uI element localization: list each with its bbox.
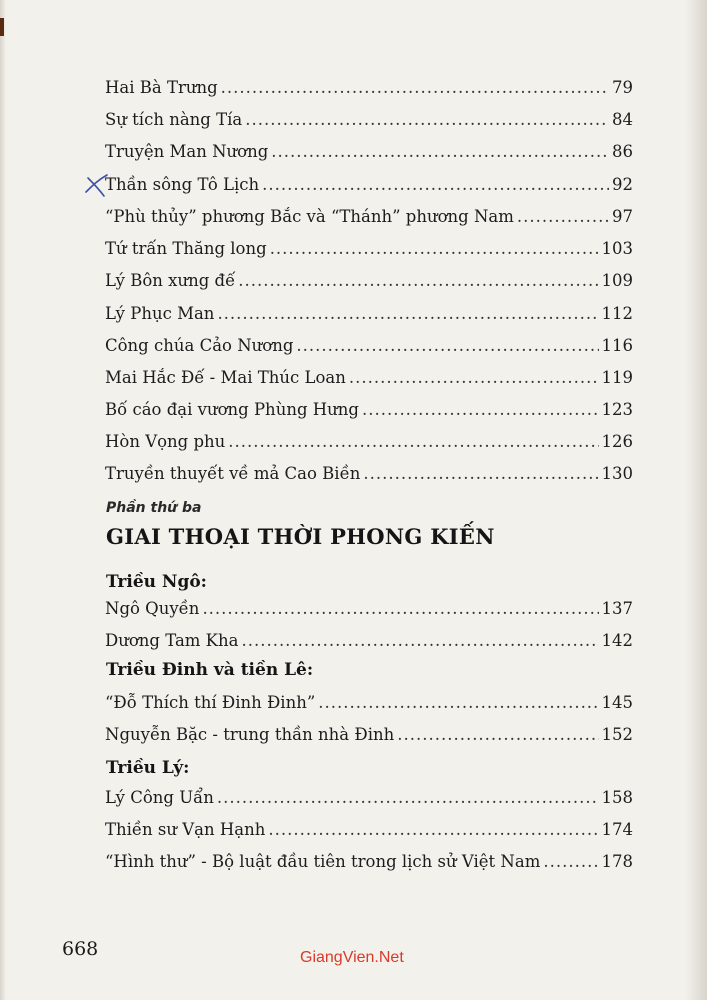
toc-entry-title: Lý Công Uẩn bbox=[105, 788, 214, 807]
toc-page-number: 123 bbox=[601, 400, 633, 419]
part-title: GIAI THOẠI THỜI PHONG KIẾN bbox=[106, 524, 495, 549]
toc-row bbox=[105, 629, 633, 653]
toc-entry-title: Ngô Quyền bbox=[105, 599, 200, 618]
toc-row bbox=[105, 237, 633, 261]
spine-mark bbox=[0, 18, 4, 36]
toc-row bbox=[105, 173, 633, 197]
leader-dots bbox=[268, 818, 598, 842]
toc-entry-title: Thần sông Tô Lịch bbox=[105, 175, 260, 194]
toc-page-number: 145 bbox=[601, 693, 633, 712]
toc-row bbox=[105, 269, 633, 293]
toc-page-number: 178 bbox=[601, 852, 633, 871]
leader-dots bbox=[241, 629, 598, 653]
page-left-edge bbox=[0, 0, 6, 1000]
toc-page-number: 137 bbox=[601, 599, 633, 618]
toc-row bbox=[105, 462, 633, 486]
toc-page-number: 130 bbox=[601, 464, 633, 483]
toc-entry-title: Hai Bà Trưng bbox=[105, 78, 218, 97]
toc-page-number: 158 bbox=[601, 788, 633, 807]
toc-entry-title: Tứ trấn Thăng long bbox=[105, 239, 267, 258]
leader-dots bbox=[217, 786, 599, 810]
toc-page-number: 97 bbox=[612, 207, 633, 226]
leader-dots bbox=[217, 302, 598, 326]
toc-row bbox=[105, 723, 633, 747]
leader-dots bbox=[543, 850, 598, 874]
leader-dots bbox=[296, 334, 598, 358]
toc-entry-title: Hòn Vọng phu bbox=[105, 432, 226, 451]
toc-entry-title: Dương Tam Kha bbox=[105, 631, 239, 650]
toc-page-number: 109 bbox=[601, 271, 633, 290]
page-number: 668 bbox=[62, 938, 99, 960]
leader-dots bbox=[318, 691, 598, 715]
toc-page-number: 86 bbox=[612, 142, 633, 161]
toc-page-number: 152 bbox=[601, 725, 633, 744]
toc-row bbox=[105, 334, 633, 358]
leader-dots bbox=[349, 366, 599, 390]
toc-page-number: 84 bbox=[612, 110, 633, 129]
toc-page-number: 79 bbox=[612, 78, 633, 97]
toc-page-number: 142 bbox=[601, 631, 633, 650]
leader-dots bbox=[202, 597, 598, 621]
toc-row bbox=[105, 430, 633, 454]
leader-dots bbox=[363, 462, 598, 486]
toc-entry-title: Công chúa Cảo Nương bbox=[105, 336, 294, 355]
leader-dots bbox=[517, 205, 609, 229]
toc-row bbox=[105, 850, 633, 874]
toc-entry-title: Sự tích nàng Tía bbox=[105, 110, 243, 129]
toc-page-number: 112 bbox=[601, 304, 633, 323]
toc-entry-title: Bố cáo đại vương Phùng Hưng bbox=[105, 400, 359, 419]
toc-row bbox=[105, 140, 633, 164]
toc-entry-title: Mai Hắc Đế - Mai Thúc Loan bbox=[105, 368, 346, 387]
leader-dots bbox=[271, 140, 609, 164]
toc-page-number: 116 bbox=[601, 336, 633, 355]
toc-row bbox=[105, 302, 633, 326]
toc-entry-title: Truyện Man Nương bbox=[105, 142, 269, 161]
watermark: GiangVien.Net bbox=[300, 949, 404, 966]
toc-row bbox=[105, 597, 633, 621]
toc-row bbox=[105, 205, 633, 229]
toc-page-number: 174 bbox=[601, 820, 633, 839]
toc-page-number: 103 bbox=[601, 239, 633, 258]
toc-row bbox=[105, 786, 633, 810]
toc-entry-title: Thiền sư Vạn Hạnh bbox=[105, 820, 266, 839]
leader-dots bbox=[228, 430, 598, 454]
leader-dots bbox=[238, 269, 598, 293]
page-right-edge bbox=[685, 0, 707, 1000]
toc-page-number: 126 bbox=[601, 432, 633, 451]
toc-entry-title: Lý Bôn xưng đế bbox=[105, 271, 236, 290]
toc-row bbox=[105, 108, 633, 132]
toc-page-number: 92 bbox=[612, 175, 633, 194]
leader-dots bbox=[262, 173, 609, 197]
dynasty-heading: Triều Lý: bbox=[106, 758, 190, 778]
toc-entry-title: Truyền thuyết về mả Cao Biền bbox=[105, 464, 361, 483]
toc-page-number: 119 bbox=[601, 368, 633, 387]
leader-dots bbox=[245, 108, 609, 132]
toc-row bbox=[105, 398, 633, 422]
toc-entry-title: “Phù thủy” phương Bắc và “Thánh” phương Nam bbox=[105, 207, 514, 226]
toc-entry-title: “Hình thư” - Bộ luật đầu tiên trong lịch sử Việt Nam bbox=[105, 852, 541, 871]
toc-row bbox=[105, 818, 633, 842]
toc-row bbox=[105, 366, 633, 390]
dynasty-heading: Triều Ngô: bbox=[106, 572, 207, 592]
leader-dots bbox=[221, 76, 609, 100]
part-label: Phần thứ ba bbox=[106, 500, 202, 516]
dynasty-heading: Triều Đinh và tiền Lê: bbox=[106, 660, 314, 680]
toc-entry-title: Nguyễn Bặc - trung thần nhà Đinh bbox=[105, 725, 395, 744]
cross-mark-icon bbox=[80, 170, 110, 200]
leader-dots bbox=[270, 237, 599, 261]
leader-dots bbox=[397, 723, 598, 747]
toc-row bbox=[105, 76, 633, 100]
toc-entry-title: “Đỗ Thích thí Đinh Đinh” bbox=[105, 693, 316, 712]
toc-row bbox=[105, 691, 633, 715]
leader-dots bbox=[362, 398, 599, 422]
toc-entry-title: Lý Phục Man bbox=[105, 304, 215, 323]
